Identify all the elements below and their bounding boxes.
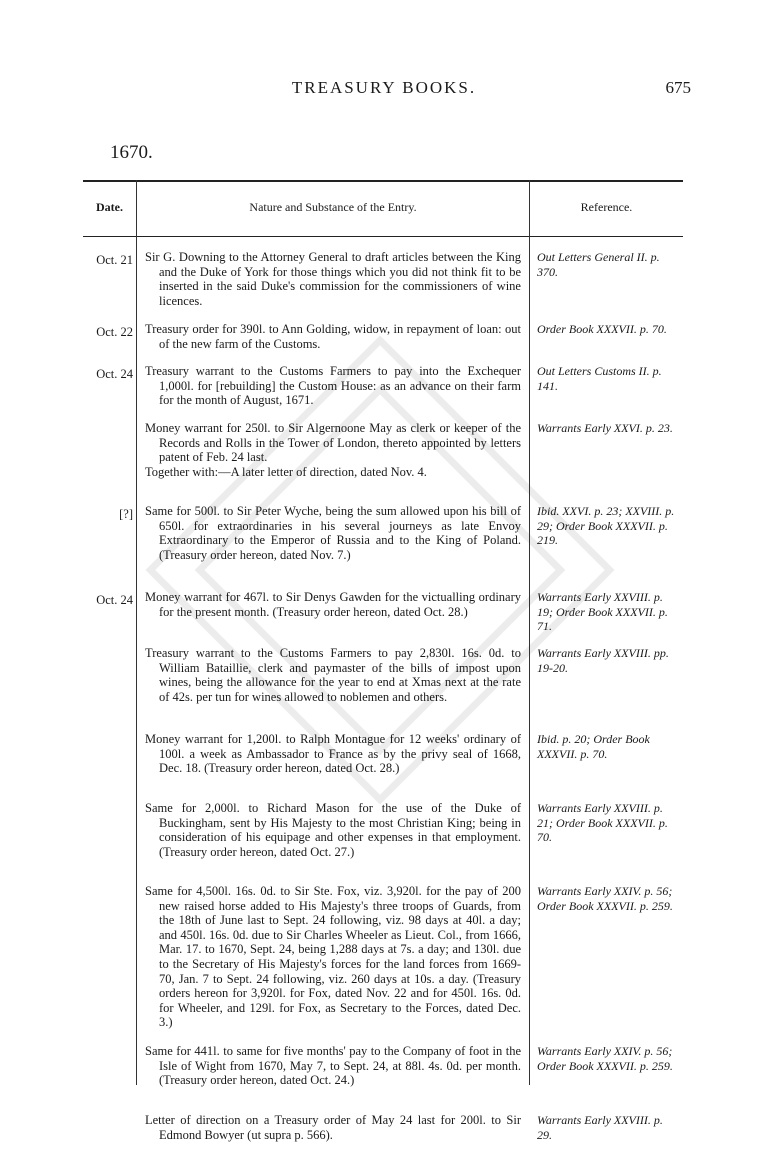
entry-row: [83, 504, 683, 576]
entry-row: [83, 1044, 683, 1102]
entry-reference: Order Book XXXVII. p. 70.: [537, 322, 667, 336]
entry-reference: Out Letters General II. p. 370.: [537, 250, 660, 279]
entry-text-block: [145, 421, 521, 479]
entry-row: [83, 646, 683, 721]
entry-row: [83, 250, 683, 306]
entries-body: [83, 250, 683, 1144]
entry-reference: Warrants Early XXVIII. pp. 19-20.: [537, 646, 669, 675]
entry-text: Same for 2,000l. to Richard Mason for the use of the Duke of Buckingham, sent by His Majesty to the most Christian King; being in consideration of his equipage and other expenses in that employment. (Treasury order hereon, dated Oct. 27.): [145, 801, 521, 859]
entry-text: Treasury warrant to the Customs Farmers to pay into the Exchequer 1,000l. for [rebuilding] the Custom House: as an advance on their farm for the month of August, 1671.: [145, 364, 521, 408]
entry-reference: Out Letters Customs II. p. 141.: [537, 364, 662, 393]
running-head: [0, 78, 768, 102]
entry-date: Oct. 21: [96, 253, 133, 267]
entry-text: Money warrant for 250l. to Sir Algernoone May as clerk or keeper of the Records and Rolls in the Tower of London, thereto appointed by letters patent of Feb. 24 last.: [145, 421, 521, 465]
entry-reference: Warrants Early XXIV. p. 56; Order Book XXXVII. p. 259.: [537, 884, 673, 913]
entry-text-block: [145, 322, 521, 351]
entry-row: [83, 364, 683, 410]
entry-text: Sir G. Downing to the Attorney General to draft articles between the King and the Duke of York for those things which you did not think fit to be inserted in the said Duke's commission for the commissioners of wine licences.: [145, 250, 521, 308]
entry-row: [83, 1113, 683, 1144]
entry-text: Same for 441l. to same for five months' pay to the Company of foot in the Isle of Wight from 1670, May 7, to Sept. 24, at 88l. 4s. 0d. per month. (Treasury order hereon, dated Oct. 24.): [145, 1044, 521, 1088]
entry-reference: Warrants Early XXIV. p. 56; Order Book XXXVII. p. 259.: [537, 1044, 673, 1073]
entry-text: Same for 4,500l. 16s. 0d. to Sir Ste. Fox, viz. 3,920l. for the pay of 200 new raised horse added to His Majesty's three troops of Guards, from the 18th of June last to Sept. 24 following, viz. 98 days at 40l. a day; and 450l. 16s. 0d. due to Sir Charles Wheeler as Lieut. Col., from 1666, Mar. 17. to 1670, Sept. 24, being 1,288 days at 7s. a day; and 130l. due to the Secretary of His Majesty's forces for the land forces from 1669-70, Jan. 7 to Sept. 24 following, viz. 260 days at 10s. a day. (Treasury orders hereon for 3,920l. for Fox, dated Nov. 22 and for 450l. 16s. 0d. for Wheeler, and 129l. for Fox, as Secretary to the Forces, dated Dec. 3.): [145, 884, 521, 1030]
entry-date: [?]: [119, 507, 133, 521]
column-header-nature: Nature and Substance of the Entry.: [249, 200, 417, 214]
entry-row: [83, 421, 683, 494]
column-header-reference: Reference.: [580, 200, 633, 214]
entry-reference: Warrants Early XXVI. p. 23.: [537, 421, 673, 435]
entry-reference: Warrants Early XXVIII. p. 29.: [537, 1113, 663, 1142]
entry-date: Oct. 22: [96, 325, 133, 339]
entry-text-block: [145, 364, 521, 408]
entry-row: [83, 801, 683, 873]
entry-text-block: [145, 590, 521, 619]
entry-text: Treasury warrant to the Customs Farmers to pay 2,830l. 16s. 0d. to William Bataillie, clerk and paymaster of the bills of impost upon wines, being the allowance for the year to end at Xmas next at the rate of 42s. per tun for wines allowed to noblemen and others.: [145, 646, 521, 704]
page-number: 675: [665, 78, 691, 97]
entries-table: [83, 180, 683, 1142]
entry-text-block: [145, 250, 521, 308]
entry-row: [83, 590, 683, 633]
entry-text-addendum: Together with:—A later letter of direction, dated Nov. 4.: [145, 464, 427, 479]
running-title: TREASURY BOOKS.: [291, 78, 477, 97]
entry-row: [83, 732, 683, 790]
entry-text-block: [145, 732, 521, 776]
entry-row: [83, 322, 683, 353]
column-header-date: Date.: [96, 200, 123, 214]
entry-text-block: [145, 1044, 521, 1088]
entry-date: Oct. 24: [96, 367, 133, 381]
entry-text-block: [145, 504, 521, 562]
entry-reference: Warrants Early XXVIII. p. 19; Order Book XXXVII. p. 71.: [537, 590, 668, 634]
entry-text-block: [145, 1113, 521, 1142]
header-rule: [83, 236, 683, 237]
entry-text: Treasury order for 390l. to Ann Golding, widow, in repayment of loan: out of the new farm of the Customs.: [145, 322, 521, 351]
table-top-rule: [83, 180, 683, 182]
entry-date: Oct. 24: [96, 593, 133, 607]
entry-text: Money warrant for 467l. to Sir Denys Gawden for the victualling ordinary for the present month. (Treasury order hereon, dated Oct. 28.): [145, 590, 521, 619]
entry-text-block: [145, 884, 521, 1030]
entry-reference: Ibid. XXVI. p. 23; XXVIII. p. 29; Order Book XXXVII. p. 219.: [537, 504, 675, 548]
entry-text: Same for 500l. to Sir Peter Wyche, being the sum allowed upon his bill of 650l. for extraordinaries in his several journeys as late Envoy Extraordinary to the Emperor of Russia and to the King of Poland. (Treasury order hereon, dated Nov. 7.): [145, 504, 521, 562]
entry-row: [83, 884, 683, 1030]
entry-text-block: [145, 801, 521, 859]
entry-text: Letter of direction on a Treasury order of May 24 last for 200l. to Sir Edmond Bowyer (ut supra p. 566).: [145, 1113, 521, 1142]
entry-text-block: [145, 646, 521, 704]
year-heading: 1670.: [110, 142, 153, 163]
entry-reference: Ibid. p. 20; Order Book XXXVII. p. 70.: [537, 732, 650, 761]
entry-reference: Warrants Early XXVIII. p. 21; Order Book XXXVII. p. 70.: [537, 801, 668, 845]
entry-text: Money warrant for 1,200l. to Ralph Montague for 12 weeks' ordinary of 100l. a week as Ambassador to France as by the privy seal of 1668, Dec. 18. (Treasury order hereon, dated Oct. 28.): [145, 732, 521, 776]
